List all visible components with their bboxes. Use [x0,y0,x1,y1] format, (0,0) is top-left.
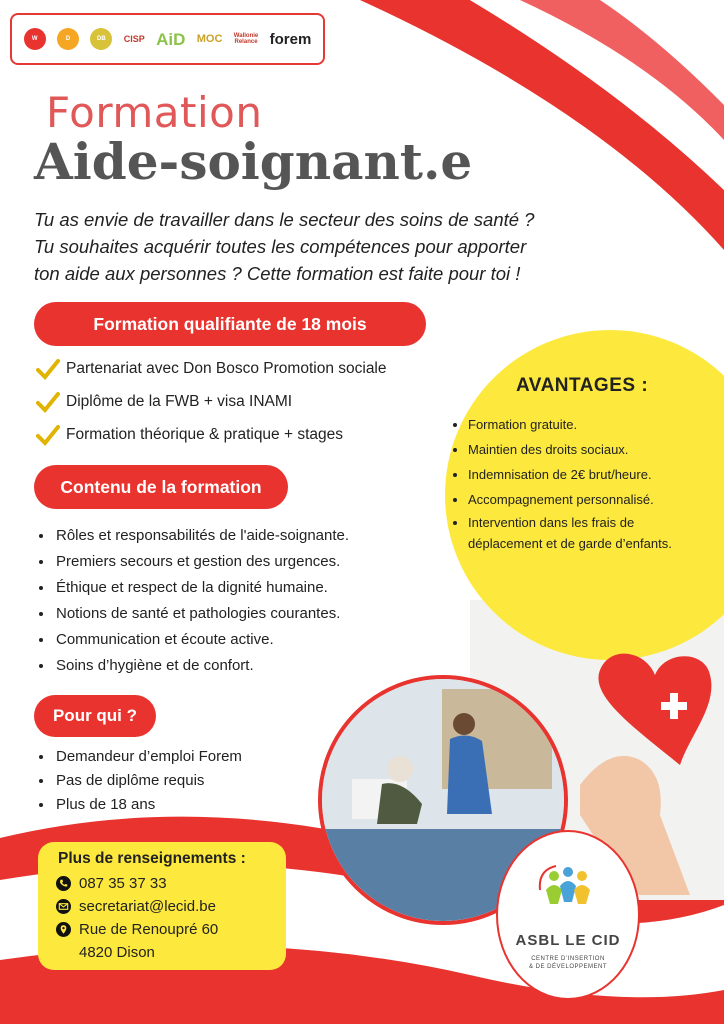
check-icon [36,358,60,380]
contact-email-row[interactable] [56,895,218,918]
avantages-title: AVANTAGES : [516,375,649,396]
qualif-item [36,418,387,451]
avantage-item: • Intervention dans les frais de déplacement et de garde d’enfants. [468,512,712,554]
people-icon [536,860,600,912]
qualif-item [36,352,387,385]
contenu-item: • Notions de santé et pathologies courantes. [54,601,448,627]
logo-d: D [57,28,79,50]
contact-address-line2: 4820 Dison [79,944,155,961]
qualif-item-label: Diplôme de la FWB + visa INAMI [66,392,293,410]
qualif-item-label: Formation théorique & pratique + stages [66,425,344,443]
pourqui-list [28,745,328,817]
qualif-pill: Formation qualifiante de 18 mois [34,302,426,346]
contenu-item: • Premiers secours et gestion des urgences. [54,549,448,575]
cid-logo [496,830,640,1000]
contenu-list [28,523,448,679]
contenu-item: • Communication et écoute active. [54,627,448,653]
title-formation: Formation [46,88,263,137]
pourqui-item: • Plus de 18 ans [54,793,328,817]
avantage-item: • Maintien des droits sociaux. [468,437,712,462]
contact-box [38,842,286,970]
logo-forem: forem [269,30,312,48]
logo-wallonie: W [24,28,46,50]
avantages-list [450,412,712,554]
logo-aid: AiD [156,29,186,49]
pourqui-item: • Demandeur d’emploi Forem [54,745,328,769]
avantage-item: • Formation gratuite. [468,412,712,437]
contact-email[interactable]: secretariat@lecid.be [79,898,216,915]
contact-title: Plus de renseignements : [58,850,246,867]
logo-don-bosco: DB [90,28,112,50]
contact-address-row [56,918,218,941]
contact-phone[interactable]: 087 35 37 33 [79,875,167,892]
check-icon [36,391,60,413]
pourqui-item: • Pas de diplôme requis [54,769,328,793]
phone-icon [56,876,71,891]
partner-logos [10,13,325,65]
cid-sub2: & DE DÉVELOPPEMENT [528,964,608,970]
qualif-item [36,385,387,418]
intro-text [34,206,614,287]
title-aide-soignant: Aide-soignant.e [34,132,473,191]
mail-icon [56,899,71,914]
logo-cisp: CISP [123,33,145,44]
intro-line: Tu as envie de travailler dans le secteur des soins de santé ? [34,209,535,230]
intro-line: Tu souhaites acquérir toutes les compétences pour apporter [34,236,527,257]
pourqui-pill: Pour qui ? [34,695,156,737]
intro-line: ton aide aux personnes ? Cette formation est faite pour toi ! [34,263,521,284]
avantage-item: • Accompagnement personnalisé. [468,487,712,512]
qualif-list [36,352,387,451]
avantage-item: • Indemnisation de 2€ brut/heure. [468,462,712,487]
contenu-item: • Soins d’hygiène et de confort. [54,653,448,679]
logo-moc: MOC [196,32,223,45]
logo-wallonie-relance: Wallonie Relance [233,33,259,45]
contact-phone-row[interactable] [56,872,218,895]
cid-sub1: CENTRE D’INSERTION [531,956,605,962]
contenu-item: • Rôles et responsabilités de l'aide-soignante. [54,523,448,549]
contenu-item: • Éthique et respect de la dignité humaine. [54,575,448,601]
qualif-item-label: Partenariat avec Don Bosco Promotion sociale [66,359,387,377]
contact-address-row2 [56,941,218,964]
check-icon [36,424,60,446]
cid-name: ASBL LE CID [515,932,621,949]
location-icon [56,922,71,937]
contenu-pill: Contenu de la formation [34,465,288,509]
contact-address-line1: Rue de Renoupré 60 [79,921,219,938]
heart-icon [598,654,711,765]
